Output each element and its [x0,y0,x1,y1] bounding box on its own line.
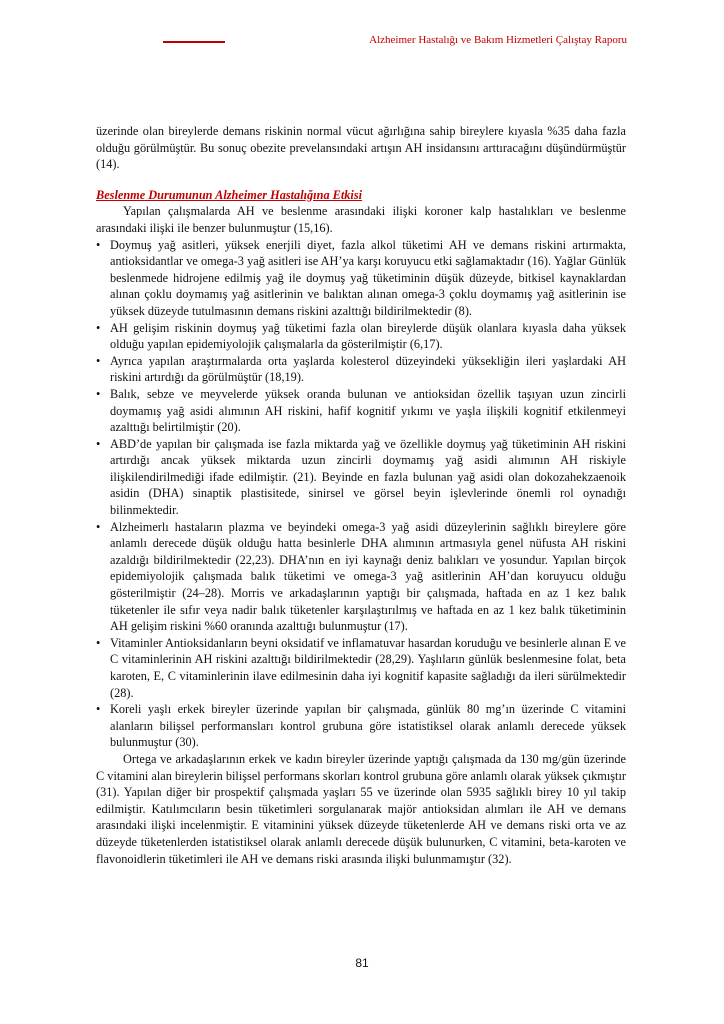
section-heading: Beslenme Durumunun Alzheimer Hastalığına Etkisi [96,187,363,202]
bullet-icon: • [96,702,101,717]
running-header-title: Alzheimer Hastalığı ve Bakım Hizmetleri Çalıştay Raporu [369,34,627,46]
bullet-icon: • [96,353,101,368]
page-number: 81 [355,956,369,970]
list-item-text: Vitaminler Antioksidanların beyni oksidatif ve inflamatuvar hasardan koruduğu ve besinlerle alınan E ve C vitaminlerinin AH riskini azalttığı bildirilmektedir (28,29). Yaşlıların günlük beslenmesine folat, beta karoten, E, C vitaminlerinin ilave edilmesinin daha iyi kognitif kapasite sağladığı da ileri sürülmektedir (28). [110,635,626,700]
list-item-text: Koreli yaşlı erkek bireyler üzerinde yapılan bir çalışmada, günlük 80 mg’ın üzerinde C vitamini alanların bilişsel performansları kontrol grubuna göre istatistiksel olarak anlamlı derecede yüksek bulunmuştur (30). [110,702,626,750]
list-item [96,237,626,320]
list-item [96,519,626,635]
bullet-icon: • [96,519,101,534]
list-item-text: AH gelişim riskinin doymuş yağ tüketimi fazla olan bireylerde düşük olanlara kıyasla daha yüksek olduğu yapılan epidemiyolojik çalışmalarla da gösterilmiştir (6,17). [110,320,626,352]
list-item [96,320,626,353]
bullet-icon: • [96,386,101,401]
list-item [96,701,626,751]
list-item-text: Ayrıca yapılan araştırmalarda orta yaşlarda kolesterol düzeyindeki yüksekliğin ileri yaşlardaki AH riskini artırdığı da görülmüştür (18,19). [110,353,626,385]
bullet-icon: • [96,436,101,451]
bullet-icon: • [96,320,101,335]
bullet-list [96,237,626,751]
intro-paragraph: üzerinde olan bireylerde demans riskinin normal vücut ağırlığına sahip bireylere kıyasla %35 daha fazla olduğu görülmüştür. Bu sonuç obezite prevelansındaki artışın AH insidansını arttıracağını düşündürmüştür (14). [96,124,626,172]
list-item [96,436,626,519]
list-item-text: ABD’de yapılan bir çalışmada ise fazla miktarda yağ ve özellikle doymuş yağ tüketiminin AH riskini artırdığı ancak yüksek miktarda uzun zincirli doymamış yağ asidi alımının AH riskiyle ilişkilendirilmediği ifade edilmiştir. (21). Beyinde en fazla bulunan yağ asidi olan dokozahekzaenoik asidin (DHA) sinaptik plastisitede, sinirsel ve görsel beyin işlevlerinde önemli rol oynadığı bilinmektedir. [110,436,626,518]
list-item [96,635,626,701]
list-item-text: Balık, sebze ve meyvelerde yüksek oranda bulunan ve antioksidan özellik taşıyan uzun zincirli doymamış yağ asidi alımının AH riskini, hafif kognitif yıkımı ve yaşla ilişkili kognitif etkilenmeyi azalttığı belirtilmiştir (20). [110,386,626,435]
bullet-icon: • [96,237,101,252]
list-item-text: Alzheimerlı hastaların plazma ve beyindeki omega-3 yağ asidi düzeylerinin sağlıklı bireylere göre anlamlı derecede düşük olduğu hatta besinlerle DHA alımının artmasıyla genel nüfusta AH riskini azaldığı bildirilmektedir (22,23). DHA’nın en iyi kaynağı deniz balıkları ve yosundur. Yapılan birçok epidemiyolojik çalışmada balık tüketimi ve omega-3 yağ asitlerinin AH’dan koruyucu olduğu gösterilmiştir (24–28). Morris ve arkadaşlarının yaptığı bir çalışmada, haftada en az 1 kez balık tüketenler ile sıfır veya nadir balık tüketenler karşılaştırılmış ve haftada en az 1 kez balık tüketiminin AH gelişim riskini %60 oranında azalttığı bulunmuştur (17). [110,519,626,634]
bullet-icon: • [96,635,101,650]
list-item [96,353,626,386]
closing-paragraph: Ortega ve arkadaşlarının erkek ve kadın bireyler üzerinde yaptığı çalışmada da 130 mg/gün üzerinde C vitamini alan bireylerin bilişsel performans skorları kontrol grubuna göre anlamlı olarak yüksek çıkmıştır (31). Yapılan diğer bir prospektif çalışmada yaşları 55 ve üzerinde olan 5935 sağlıklı birey 10 yıl takip edilmiştir. Katılımcıların besin tüketimleri sorgulanarak majör antioksidan alımları ile AH ve demans arasındaki ilişki incelenmiştir. E vitaminini yüksek düzeyde tüketenlerde AH ve demans riski orta ve az düzeyde tüketenlerden istatistiksel olarak anlamlı derecede düşük bulunurken, C vitamini, beta-karoten ve flavonoidlerin tüketimleri ile AH ve demans riski arasında ilişki bulunmamıştır (32). [96,751,626,866]
list-item-text: Doymuş yağ asitleri, yüksek enerjili diyet, fazla alkol tüketimi AH ve demans riskini artırmakta, antioksidantlar ve omega-3 yağ asitleri ise AH’ya karşı koruyucu etki sağlamaktadır (16). Yağlar Günlük beslenmede hidrojene edilmiş yağ ile doymuş yağ tüketiminin düşük düzeyde, bitkisel kaynaklardan alınan çoklu doymamış yağ asitlerinin ve balıktan alınan omega-3 çoklu doymamış yağ asitlerinin ise yüksek düzeyde tutulmasının demans riskini azalttığı bildirilmektedir (8). [110,237,626,318]
page-content [96,123,626,867]
list-item [96,386,626,436]
section-lead-paragraph: Yapılan çalışmalarda AH ve beslenme arasındaki ilişki koroner kalp hastalıkları ve beslenme arasındaki ilişki ile benzer bulunmuştur (15,16). [96,204,626,235]
header-rule [163,41,225,43]
